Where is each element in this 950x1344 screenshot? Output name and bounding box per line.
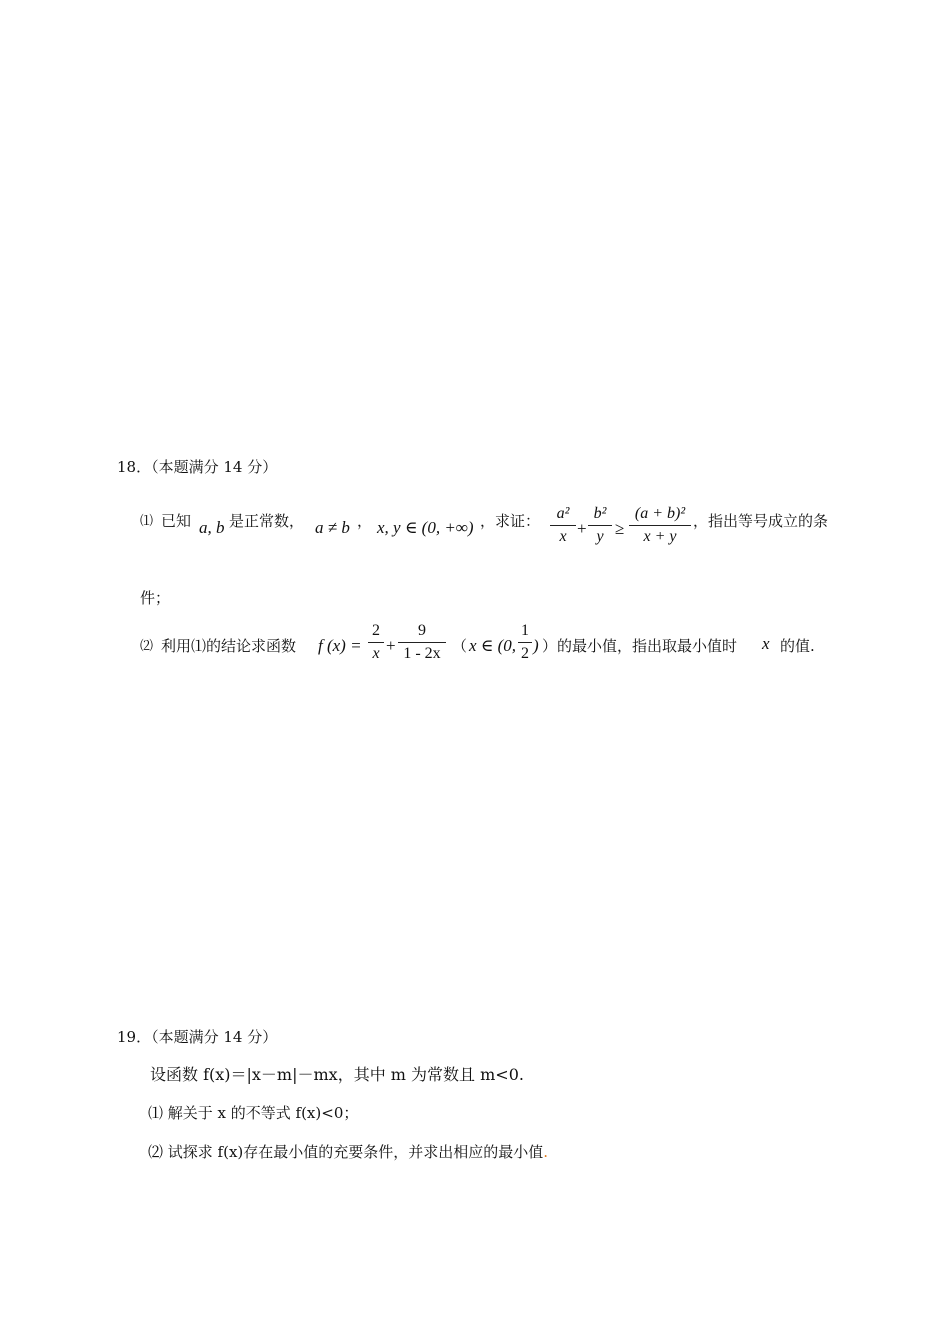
numerator: 9 xyxy=(418,622,426,639)
numerator: (a + b)² xyxy=(634,505,686,522)
denominator: x xyxy=(559,528,567,545)
q18-part1-text-a: 已知 xyxy=(161,512,192,530)
plus-sign: + xyxy=(577,519,587,538)
q18-part1-text-d: ，指出等号成立的条 xyxy=(693,512,829,530)
fraction-bar xyxy=(629,525,691,526)
q18-part1-text-b: 是正常数， xyxy=(229,512,305,530)
domain-x: x ∈ (0, xyxy=(469,636,517,655)
numerator: 2 xyxy=(372,622,380,639)
denominator: x + y xyxy=(643,528,677,545)
function-fx: f (x) = xyxy=(318,636,362,655)
var-x: x xyxy=(762,634,770,653)
numerator: a² xyxy=(556,505,570,522)
fraction-bar xyxy=(398,642,446,643)
fraction-9-over-1-2x xyxy=(398,622,446,663)
fraction-bar xyxy=(588,525,612,526)
denominator: 2 xyxy=(521,645,529,662)
geq-sign: ≥ xyxy=(615,519,625,538)
q18-part2-marker: ⑵ xyxy=(140,639,154,654)
numerator: 1 xyxy=(521,622,529,639)
fraction-bar xyxy=(368,642,384,643)
plus-sign-2: + xyxy=(386,636,396,655)
q18-part1-text-c: ，求证： xyxy=(480,512,541,530)
q19-header: 19．（本题满分 14 分） xyxy=(117,1028,278,1046)
q19-part2-period: . xyxy=(543,1143,549,1161)
q19-intro: 设函数 f(x)＝|x－m|－mx，其中 m 为常数且 m<0. xyxy=(150,1065,524,1084)
q18-comma: ， xyxy=(357,512,373,530)
q19-part1: ⑴ 解关于 x 的不等式 f(x)<0； xyxy=(148,1104,359,1122)
fraction-2-over-x xyxy=(368,622,384,663)
denominator: 1 - 2x xyxy=(403,645,441,662)
fraction-bar xyxy=(518,642,532,643)
paren-open: （ xyxy=(452,637,468,655)
fraction-ab2-over-xy xyxy=(629,505,691,546)
domain-close: ) xyxy=(533,636,539,655)
q18-part2-text-c: ）的最小值，指出取最小值时 xyxy=(542,637,738,655)
q19-part2-text: ⑵ 试探求 f(x)存在最小值的充要条件，并求出相应的最小值 xyxy=(148,1143,544,1161)
q18-part2-text-d: 的值. xyxy=(780,637,815,655)
q18-ab-vars: a, b xyxy=(199,518,225,537)
denominator: x xyxy=(372,645,380,662)
q18-part2-text-a: 利用⑴的结论求函数 xyxy=(161,637,297,655)
q18-header: 18．（本题满分 14 分） xyxy=(117,458,278,476)
fraction-bar xyxy=(550,525,576,526)
q18-a-neq-b: a ≠ b xyxy=(315,518,350,537)
q18-part1-continuation: 件； xyxy=(140,589,171,607)
q18-xy-domain: x, y ∈ (0, +∞) xyxy=(377,518,474,537)
q18-part1-marker: ⑴ xyxy=(140,514,154,529)
numerator: b² xyxy=(593,505,607,522)
fraction-b2-over-y xyxy=(588,505,612,546)
q19-part2 xyxy=(148,1142,548,1162)
fraction-a2-over-x xyxy=(550,505,576,546)
fraction-1-over-2 xyxy=(518,622,532,663)
denominator: y xyxy=(596,528,604,545)
